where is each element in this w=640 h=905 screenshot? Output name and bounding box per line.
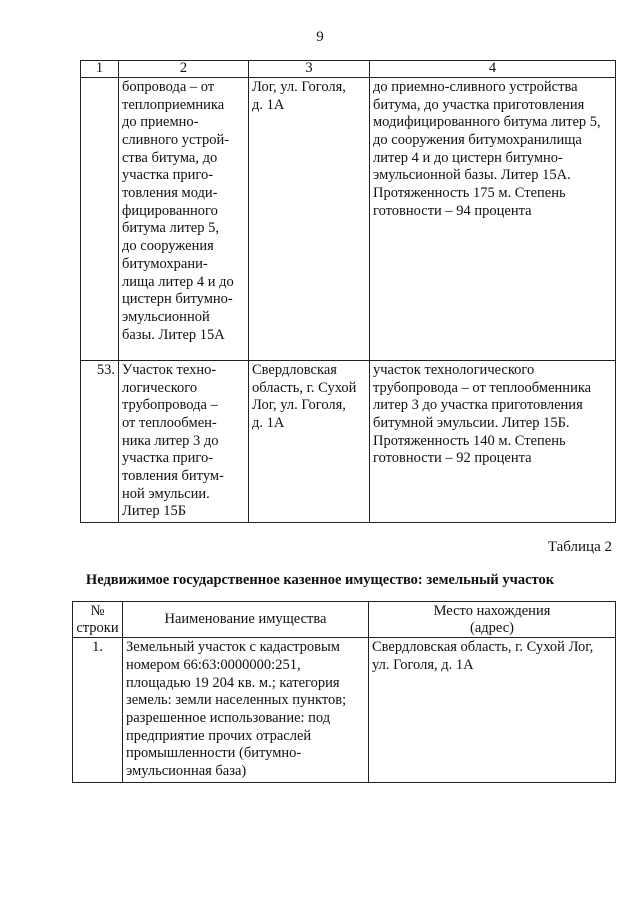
property-name-line: до сооружения bbox=[122, 238, 214, 255]
property-name-line: фицированного bbox=[122, 202, 218, 219]
address-cell bbox=[369, 638, 616, 783]
property-table bbox=[80, 60, 616, 523]
column-number-4: 4 bbox=[370, 61, 616, 78]
property-name-header: Наименование имущества bbox=[123, 602, 369, 638]
address-line: д. 1А bbox=[252, 96, 285, 113]
property-name-cell bbox=[119, 360, 249, 522]
property-name-line: участка приго- bbox=[122, 167, 214, 184]
description-line: битумной эмульсии. Литер 15Б. bbox=[373, 415, 570, 431]
address-line: д. 1А bbox=[252, 415, 285, 431]
property-name-line: участка приго- bbox=[122, 450, 214, 467]
property-name-line: до приемно- bbox=[122, 114, 199, 131]
row-number-header bbox=[73, 602, 123, 638]
property-name-line: разрешенное использование: под bbox=[126, 710, 331, 727]
description-line: до приемно-сливного устройства bbox=[373, 78, 578, 95]
property-name-line: Участок техно- bbox=[122, 361, 217, 378]
header-line: (адрес) bbox=[470, 619, 514, 636]
address-cell bbox=[249, 360, 370, 522]
address-line: Лог, ул. Гоголя, bbox=[252, 397, 346, 414]
property-name-line: логического bbox=[122, 379, 198, 396]
property-name-line: цистерн битумно- bbox=[122, 291, 233, 308]
description-line: трубопровода – от теплообменника bbox=[373, 379, 592, 396]
description-line: литер 4 и до цистерн битумно- bbox=[373, 149, 563, 166]
property-name-line: базы. Литер 15А bbox=[122, 326, 225, 343]
table-row bbox=[81, 77, 616, 360]
description-line: модифицированного битума литер 5, bbox=[373, 114, 601, 131]
property-name-line: площадью 19 204 кв. м.; категория bbox=[126, 674, 340, 691]
property-name-cell bbox=[119, 77, 249, 360]
description-line: битума, до участка приготовления bbox=[373, 96, 585, 113]
column-number-2: 2 bbox=[119, 61, 249, 78]
description-line: Протяженность 175 м. Степень bbox=[373, 185, 566, 202]
address-line: Лог, ул. Гоголя, bbox=[252, 78, 346, 95]
land-plot-table bbox=[72, 601, 616, 783]
description-line: до сооружения битумохранилища bbox=[373, 132, 582, 148]
property-name-line: предприятие прочих отраслей bbox=[126, 727, 312, 744]
property-name-line: земель: земли населенных пунктов; bbox=[126, 692, 347, 709]
property-name-line: бопровода – от bbox=[122, 78, 215, 95]
description-line: готовности – 92 процента bbox=[373, 450, 532, 467]
property-name-line: эмульсионной bbox=[122, 308, 210, 325]
property-name-line: сливного устрой- bbox=[122, 132, 230, 148]
property-name-line: товления битум- bbox=[122, 468, 224, 485]
property-name-line: Земельный участок с кадастровым bbox=[126, 639, 340, 656]
description-line: готовности – 94 процента bbox=[373, 202, 532, 219]
description-line: литер 3 до участка приготовления bbox=[373, 397, 583, 414]
row-number: 53. bbox=[81, 360, 119, 522]
property-name-line: лища литер 4 и до bbox=[122, 273, 234, 290]
row-number: 1. bbox=[73, 638, 123, 783]
property-name-line: теплоприемника bbox=[122, 96, 225, 113]
description-cell bbox=[370, 360, 616, 522]
table-row bbox=[73, 638, 616, 783]
table-caption: Таблица 2 bbox=[547, 539, 612, 555]
page-number: 9 bbox=[316, 29, 324, 45]
property-name-line: товления моди- bbox=[122, 185, 218, 202]
property-name-cell bbox=[123, 638, 369, 783]
location-header bbox=[369, 602, 616, 638]
table-row bbox=[81, 360, 616, 522]
description-line: Протяженность 140 м. Степень bbox=[373, 432, 566, 449]
property-name-line: ства битума, до bbox=[122, 149, 218, 166]
address-line: область, г. Сухой bbox=[252, 379, 357, 396]
property-name-line: битумохрани- bbox=[122, 255, 208, 272]
property-name-line: от теплообмен- bbox=[122, 415, 217, 431]
header-line: Место нахождения bbox=[433, 603, 551, 619]
column-number-3: 3 bbox=[249, 61, 370, 78]
header-line: № bbox=[90, 603, 105, 619]
table-heading: Недвижимое государственное казенное имущество: земельный участок bbox=[85, 572, 555, 588]
property-name-line: трубопровода – bbox=[122, 397, 218, 414]
address-cell bbox=[249, 77, 370, 360]
address-line: Свердловская bbox=[252, 361, 337, 378]
address-line: Свердловская область, г. Сухой Лог, bbox=[372, 639, 594, 656]
property-name-line: битума литер 5, bbox=[122, 220, 219, 237]
property-name-line: ной эмульсии. bbox=[122, 485, 210, 502]
description-line: эмульсионной базы. Литер 15А. bbox=[373, 167, 571, 184]
property-name-line: номером 66:63:0000000:251, bbox=[126, 657, 301, 674]
description-cell bbox=[370, 77, 616, 360]
table-header-row bbox=[81, 61, 616, 78]
property-name-line: ника литер 3 до bbox=[122, 432, 219, 449]
property-name-line: Литер 15Б bbox=[122, 503, 187, 520]
property-name-line: эмульсионная база) bbox=[126, 763, 247, 780]
property-name-line: промышленности (битумно- bbox=[126, 745, 302, 762]
row-number bbox=[81, 77, 119, 360]
description-line: участок технологического bbox=[373, 361, 535, 378]
address-line: ул. Гоголя, д. 1А bbox=[372, 657, 474, 674]
column-number-1: 1 bbox=[81, 61, 119, 78]
header-line: строки bbox=[76, 619, 119, 636]
table-header-row bbox=[73, 602, 616, 638]
